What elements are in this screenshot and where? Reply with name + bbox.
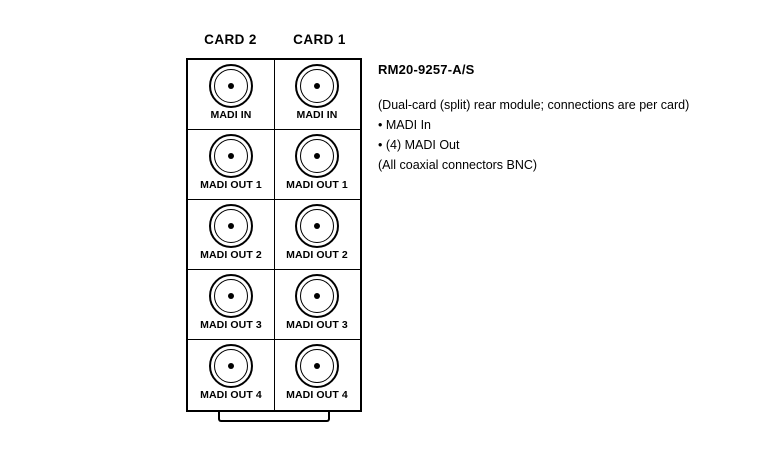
card-header-card1: CARD 1: [293, 32, 346, 47]
model-number: RM20-9257-A/S: [378, 62, 475, 77]
connector-cell: [188, 60, 274, 130]
bnc-connector-icon[interactable]: [209, 274, 253, 318]
connector-cell: [274, 270, 360, 340]
connector-cell: [188, 340, 274, 410]
description-line: (All coaxial connectors BNC): [378, 158, 538, 172]
description-line: • (4) MADI Out: [378, 138, 460, 152]
bnc-connector-icon[interactable]: [295, 134, 339, 178]
connector-label: MADI OUT 3: [200, 319, 262, 331]
bnc-connector-icon[interactable]: [209, 134, 253, 178]
connector-cell: [188, 200, 274, 270]
bnc-connector-icon[interactable]: [209, 204, 253, 248]
connector-label: MADI OUT 4: [286, 389, 348, 401]
connector-column-card2: [188, 60, 274, 410]
connector-label: MADI OUT 1: [200, 179, 262, 191]
connector-column-card1: [274, 60, 360, 410]
bnc-connector-icon[interactable]: [295, 64, 339, 108]
connector-label: MADI IN: [296, 109, 338, 121]
connector-cell: [274, 130, 360, 200]
connector-cell: [274, 60, 360, 130]
bnc-connector-icon[interactable]: [209, 344, 253, 388]
connector-cell: [274, 200, 360, 270]
bnc-connector-icon[interactable]: [295, 204, 339, 248]
connector-cell: [188, 130, 274, 200]
connector-label: MADI OUT 1: [286, 179, 348, 191]
connector-label: MADI OUT 4: [200, 389, 262, 401]
bnc-connector-icon[interactable]: [209, 64, 253, 108]
connector-label: MADI OUT 2: [200, 249, 262, 261]
bnc-connector-icon[interactable]: [295, 274, 339, 318]
connector-grid: [188, 60, 360, 410]
connector-label: MADI IN: [210, 109, 252, 121]
card-headers: [186, 30, 364, 58]
module-foot-tab: [218, 412, 330, 422]
connector-label: MADI OUT 3: [286, 319, 348, 331]
rear-module-diagram: [186, 30, 364, 430]
module-description-block: [378, 62, 748, 175]
description-line: (Dual-card (split) rear module; connections are per card): [378, 98, 690, 112]
description-line: • MADI In: [378, 118, 431, 132]
connector-cell: [274, 340, 360, 410]
bnc-connector-icon[interactable]: [295, 344, 339, 388]
connector-cell: [188, 270, 274, 340]
card-header-card2: CARD 2: [204, 32, 257, 47]
connector-label: MADI OUT 2: [286, 249, 348, 261]
